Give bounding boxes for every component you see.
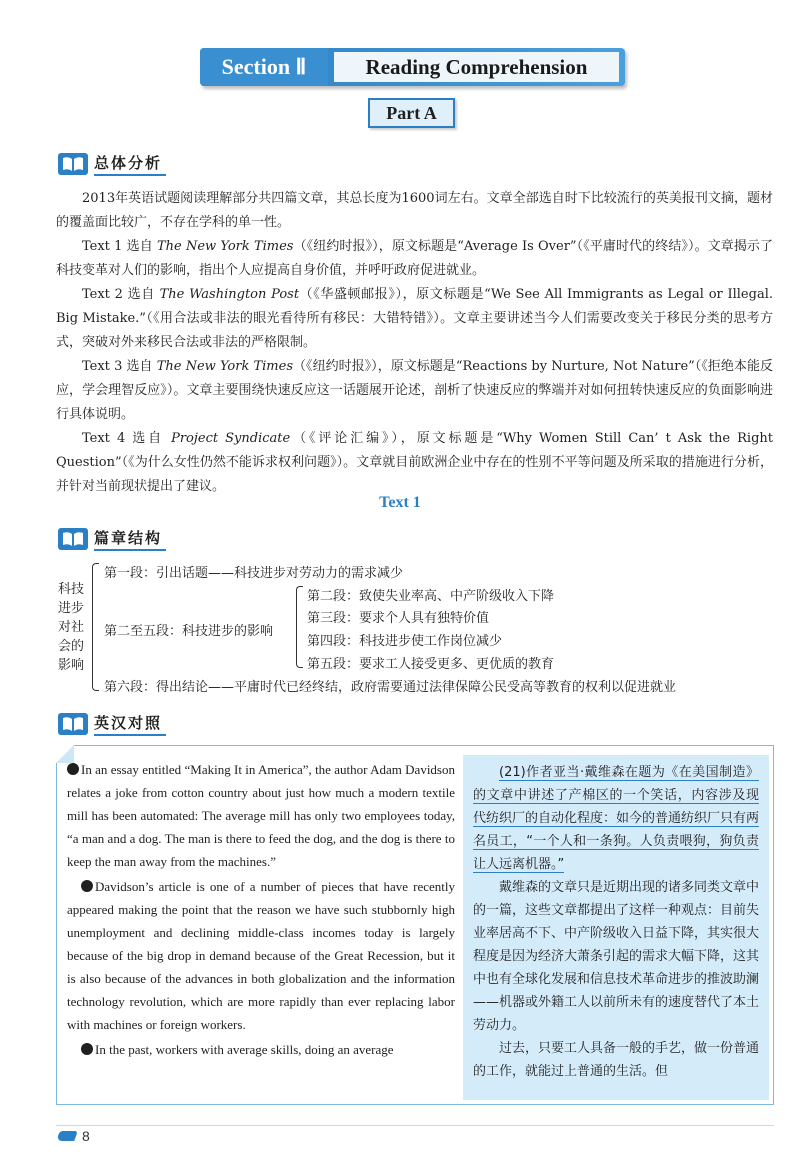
structure-brace-sub [296,586,303,668]
structure-sub-item: 第四段：科技进步使工作岗位减少 [307,634,503,649]
structure-root: 科技 进步 对社 会的 影响 [58,582,85,673]
english-paragraph-3: In the past, workers with average skills, doing an average [67,1038,455,1061]
structure-para1: 第一段：引出话题——科技进步对劳动力的需求减少 [104,566,404,581]
english-paragraph-1: In an essay entitled “Making It in America”, the author Adam Davidson relates a joke from cotton country about just how much a modern textile mill has been automated: The average mill has only two employees today, “a man and a dog. The man is there to feed the dog, and the dog is there to keep the man away from the machines.” [67,762,455,869]
overview-p4: Text 3 选自 The New York Times（《纽约时报》），原文标题是“Reactions by Nurture, Not Nature”（《拒绝本能反应，学会理智反应》）。文章主要围绕快速反应这一话题展开论述，剖析了快速反应的弊端并对如何扭转快速反应的负面影响进行具体说明。 [56,359,773,422]
structure-para2-5: 第二至五段：科技进步的影响 [104,624,274,639]
chinese-paragraph-2: 戴维森的文章只是近期出现的诸多同类文章中的一篇，这些文章都提出了这样一种观点：目前失业率居高不下、中产阶级收入日益下降，其实很大程度是因为经济大萧条引起的需求大幅下降，这其中也有全球化发展和信息技术革命进步的推波助澜——机器或外籍工人以前所未有的速度替代了本土劳动力。 [473,880,760,1033]
section-title: Reading Comprehension [334,52,619,82]
part-label: Part A [368,98,455,128]
overview-p1: 2013年英语试题阅读理解部分共四篇文章，其总长度为1600词左右。文章全部选自时下比较流行的英美报刊文摘，题材的覆盖面比较广，不存在学科的单一性。 [56,191,773,230]
page-marker-icon [56,1131,78,1141]
structure-sub-item: 第二段：致使失业率高、中产阶级收入下降 [307,589,555,604]
text1-title: Text 1 [379,494,421,511]
chinese-column [463,755,769,1100]
book-icon [58,528,88,550]
bottom-rule [56,1125,774,1126]
structure-para6: 第六段：得出结论——平庸时代已经终结，政府需要通过法律保障公民受高等教育的权利以促进就业 [104,680,677,695]
overview-p2: Text 1 选自 The New York Times（《纽约时报》），原文标题是“Average Is Over”（《平庸时代的终结》）。文章揭示了科技变革对人们的影响，指出个人应提高自身价值，并呼吁政府促进就业。 [56,239,773,278]
book-icon [58,713,88,735]
section-banner [200,48,625,86]
overview-p3: Text 2 选自 The Washington Post（《华盛顿邮报》），原文标题是“We See All Immigrants as Legal or Illegal. Big Mistake.”（《用合法或非法的眼光看待所有移民：大错特错》）。文章主要讲述当今人们需要改变关于移民分类的思考方式，突破对外来移民合法或非法的严格限制。 [56,287,773,350]
structure-sub-item: 第三段：要求个人具有独特价值 [307,611,490,626]
structure-sub-item: 第五段：要求工人接受更多、更优质的教育 [307,657,555,672]
page-number: 8 [58,1128,90,1144]
paragraph-number-icon [81,880,93,892]
book-icon [58,153,88,175]
paragraph-number-icon [67,763,79,775]
section-label: Section Ⅱ [200,48,328,86]
english-paragraph-2: Davidson’s article is one of a number of pieces that have recently appeared making the point that the reason we have such stubbornly high unemployment and declining middle-class incomes today is largely because of the big drop in demand because of the Great Recession, but it is also because of the advances in both globalization and the information technology revolution, which are more rapidly than ever replacing labor with machines or foreign workers. [67,879,455,1032]
bilingual-heading: 英汉对照 [58,712,166,736]
overview-heading: 总体分析 [58,152,166,176]
structure-brace-main [92,563,99,691]
paragraph-number-icon [81,1043,93,1055]
english-column [67,758,455,1061]
chinese-paragraph-1: (21)作者亚当·戴维森在题为《在美国制造》的文章中讲述了产棉区的一个笑话，内容涉及现代纺织厂的自动化程度：如今的普通纺织厂只有两名员工，“一个人和一条狗。人负责喂狗，狗负责让人远离机器。” [473,765,760,872]
structure-heading: 篇章结构 [58,527,166,551]
overview-p5: Text 4 选自 Project Syndicate（《评论汇编》），原文标题是“Why Women Still Can’ t Ask the Right Question”（《为什么女性仍然不能诉求权利问题》）。文章就目前欧洲企业中存在的性别不平等问题及所采取的措施进行分析，并针对当前现状提出了建议。 [56,431,773,494]
chinese-paragraph-3: 过去，只要工人具备一般的手艺，做一份普通的工作，就能过上普通的生活。但 [473,1041,760,1079]
overview-body [56,187,773,499]
